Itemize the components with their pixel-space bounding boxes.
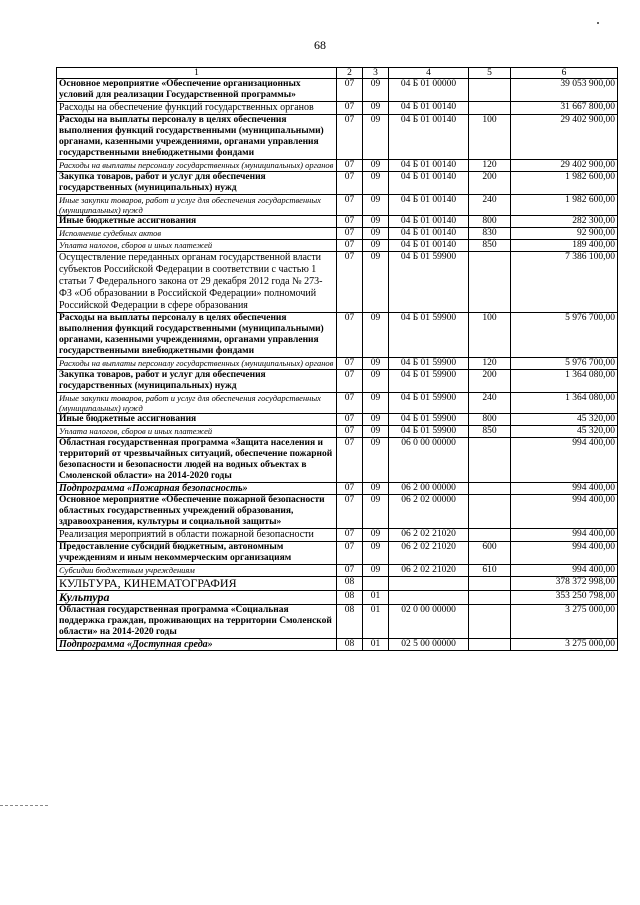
header-cell: 6: [511, 68, 618, 79]
row-target-code: 04 Б 01 59900: [389, 370, 469, 393]
row-section: 07: [337, 358, 363, 370]
row-subsection: [363, 577, 389, 591]
row-section: 07: [337, 393, 363, 414]
row-amount: 994 400,00: [511, 495, 618, 529]
row-description: Расходы на выплаты персоналу государственных (муниципальных) органов: [57, 160, 337, 172]
row-subsection: 09: [363, 495, 389, 529]
row-target-code: 06 2 02 21020: [389, 565, 469, 577]
row-amount: 189 400,00: [511, 240, 618, 252]
row-amount: 1 982 600,00: [511, 195, 618, 216]
row-subsection: 09: [363, 529, 389, 542]
table-row: [57, 483, 618, 495]
row-target-code: 04 Б 01 59900: [389, 358, 469, 370]
row-amount: 45 320,00: [511, 414, 618, 426]
table-row: [57, 160, 618, 172]
row-amount: 31 667 800,00: [511, 102, 618, 115]
table-row: [57, 529, 618, 542]
row-section: 07: [337, 216, 363, 228]
row-target-code: 04 Б 01 59900: [389, 414, 469, 426]
table-row: [57, 639, 618, 651]
table-row: [57, 438, 618, 483]
row-subsection: 09: [363, 358, 389, 370]
row-subsection: 09: [363, 370, 389, 393]
table-row: [57, 393, 618, 414]
row-expense-type: 120: [469, 160, 511, 172]
row-section: 07: [337, 313, 363, 358]
table-row: [57, 370, 618, 393]
table-row: [57, 172, 618, 195]
row-description: Подпрограмма «Пожарная безопасность»: [57, 483, 337, 495]
scan-mark-left: [0, 805, 48, 806]
row-description: Подпрограмма «Доступная среда»: [57, 639, 337, 651]
row-amount: 3 275 000,00: [511, 605, 618, 639]
row-target-code: 04 Б 01 00140: [389, 102, 469, 115]
row-subsection: 09: [363, 172, 389, 195]
row-expense-type: 850: [469, 426, 511, 438]
row-amount: 994 400,00: [511, 529, 618, 542]
row-subsection: 09: [363, 160, 389, 172]
table-row: [57, 414, 618, 426]
row-expense-type: [469, 79, 511, 102]
row-amount: 994 400,00: [511, 438, 618, 483]
table-row: [57, 605, 618, 639]
row-section: 08: [337, 605, 363, 639]
table-row: [57, 79, 618, 102]
budget-table: [56, 67, 618, 651]
header-cell: 5: [469, 68, 511, 79]
table-row: [57, 577, 618, 591]
row-section: 07: [337, 438, 363, 483]
row-target-code: 02 5 00 00000: [389, 639, 469, 651]
row-description: Основное мероприятие «Обеспечение организационных условий для реализации Государственной программы»: [57, 79, 337, 102]
row-expense-type: [469, 495, 511, 529]
row-expense-type: [469, 483, 511, 495]
row-expense-type: [469, 252, 511, 313]
header-cell: 1: [57, 68, 337, 79]
row-section: 07: [337, 252, 363, 313]
row-subsection: 09: [363, 216, 389, 228]
row-expense-type: [469, 102, 511, 115]
row-section: 07: [337, 483, 363, 495]
table-row: [57, 115, 618, 160]
table-row: [57, 542, 618, 565]
row-subsection: 09: [363, 414, 389, 426]
row-subsection: 09: [363, 393, 389, 414]
row-expense-type: 850: [469, 240, 511, 252]
table-row: [57, 591, 618, 605]
row-expense-type: 100: [469, 115, 511, 160]
row-description: Уплата налогов, сборов и иных платежей: [57, 426, 337, 438]
row-subsection: 09: [363, 313, 389, 358]
row-description: Исполнение судебных актов: [57, 228, 337, 240]
row-section: 07: [337, 529, 363, 542]
row-amount: 92 900,00: [511, 228, 618, 240]
row-target-code: 02 0 00 00000: [389, 605, 469, 639]
row-amount: 353 250 798,00: [511, 591, 618, 605]
table-row: [57, 195, 618, 216]
row-amount: 5 976 700,00: [511, 358, 618, 370]
row-expense-type: 200: [469, 172, 511, 195]
row-expense-type: 240: [469, 393, 511, 414]
row-amount: 1 364 080,00: [511, 393, 618, 414]
row-description: Иные закупки товаров, работ и услуг для обеспечения государственных (муниципальных) нужд: [57, 195, 337, 216]
row-section: 07: [337, 102, 363, 115]
row-description: Основное мероприятие «Обеспечение пожарной безопасности областных государственных учреждений образования, здравоохранения, культуры и социальной защиты»: [57, 495, 337, 529]
row-subsection: 09: [363, 426, 389, 438]
row-subsection: 09: [363, 438, 389, 483]
row-description: Осуществление переданных органам государственной власти субъектов Российской Федерации в соответствии с частью 1 статьи 7 Федерального закона от 29 декабря 2012 года № 273-ФЗ «Об образовании в Российской Федерации» полномочий Российской Федерации в сфере образования: [57, 252, 337, 313]
row-expense-type: [469, 605, 511, 639]
row-amount: 378 372 998,00: [511, 577, 618, 591]
row-description: Расходы на обеспечение функций государственных органов: [57, 102, 337, 115]
row-description: Реализация мероприятий в области пожарной безопасности: [57, 529, 337, 542]
row-subsection: 09: [363, 252, 389, 313]
row-target-code: [389, 577, 469, 591]
row-description: Субсидии бюджетным учреждениям: [57, 565, 337, 577]
row-section: 08: [337, 577, 363, 591]
row-subsection: 09: [363, 195, 389, 216]
row-target-code: 04 Б 01 00000: [389, 79, 469, 102]
row-target-code: 04 Б 01 59900: [389, 426, 469, 438]
row-expense-type: [469, 529, 511, 542]
row-subsection: 01: [363, 605, 389, 639]
row-target-code: 04 Б 01 59900: [389, 313, 469, 358]
row-description: Расходы на выплаты персоналу в целях обеспечения выполнения функций государственными (муниципальными) органами, казенными учреждениями, органами управления государственными внебюджетными фондами: [57, 313, 337, 358]
row-amount: 5 976 700,00: [511, 313, 618, 358]
row-target-code: 06 2 02 21020: [389, 542, 469, 565]
row-expense-type: 800: [469, 414, 511, 426]
row-subsection: 09: [363, 483, 389, 495]
row-expense-type: 240: [469, 195, 511, 216]
row-expense-type: [469, 591, 511, 605]
row-target-code: 04 Б 01 00140: [389, 172, 469, 195]
row-amount: 39 053 900,00: [511, 79, 618, 102]
row-amount: 282 300,00: [511, 216, 618, 228]
row-section: 07: [337, 565, 363, 577]
row-target-code: 04 Б 01 59900: [389, 252, 469, 313]
page-number: 68: [314, 38, 326, 52]
row-description: Предоставление субсидий бюджетным, автономным учреждениям и иным некоммерческим организациям: [57, 542, 337, 565]
table-row: [57, 313, 618, 358]
row-section: 07: [337, 240, 363, 252]
row-amount: 3 275 000,00: [511, 639, 618, 651]
row-target-code: 04 Б 01 00140: [389, 228, 469, 240]
row-section: 07: [337, 370, 363, 393]
row-amount: 29 402 900,00: [511, 115, 618, 160]
row-subsection: 09: [363, 102, 389, 115]
row-section: 07: [337, 542, 363, 565]
row-target-code: 04 Б 01 00140: [389, 195, 469, 216]
row-target-code: 06 2 00 00000: [389, 483, 469, 495]
row-description: Закупка товаров, работ и услуг для обеспечения государственных (муниципальных) нужд: [57, 370, 337, 393]
row-subsection: 09: [363, 115, 389, 160]
row-description: Уплата налогов, сборов и иных платежей: [57, 240, 337, 252]
row-description: Культура: [57, 591, 337, 605]
row-section: 07: [337, 414, 363, 426]
row-section: 07: [337, 426, 363, 438]
row-subsection: 09: [363, 228, 389, 240]
row-description: Иные бюджетные ассигнования: [57, 414, 337, 426]
row-section: 07: [337, 495, 363, 529]
row-expense-type: 600: [469, 542, 511, 565]
table-row: [57, 495, 618, 529]
row-description: Иные бюджетные ассигнования: [57, 216, 337, 228]
row-target-code: 04 Б 01 00140: [389, 240, 469, 252]
table-row: [57, 426, 618, 438]
table-row: [57, 358, 618, 370]
row-section: 08: [337, 591, 363, 605]
table-row: [57, 216, 618, 228]
row-amount: 994 400,00: [511, 542, 618, 565]
table-row: [57, 228, 618, 240]
row-expense-type: 120: [469, 358, 511, 370]
header-cell: 3: [363, 68, 389, 79]
row-expense-type: 200: [469, 370, 511, 393]
table-header-row: [57, 68, 618, 79]
scan-dot: [597, 22, 599, 24]
row-amount: 45 320,00: [511, 426, 618, 438]
row-expense-type: 100: [469, 313, 511, 358]
row-section: 07: [337, 195, 363, 216]
row-amount: 7 386 100,00: [511, 252, 618, 313]
table-row: [57, 102, 618, 115]
header-cell: 2: [337, 68, 363, 79]
row-subsection: 09: [363, 542, 389, 565]
row-expense-type: 830: [469, 228, 511, 240]
row-target-code: 04 Б 01 00140: [389, 216, 469, 228]
row-section: 07: [337, 172, 363, 195]
row-section: 08: [337, 639, 363, 651]
row-subsection: 09: [363, 565, 389, 577]
row-description: КУЛЬТУРА, КИНЕМАТОГРАФИЯ: [57, 577, 337, 591]
row-description: Расходы на выплаты персоналу государственных (муниципальных) органов: [57, 358, 337, 370]
row-target-code: [389, 591, 469, 605]
row-amount: 1 982 600,00: [511, 172, 618, 195]
row-expense-type: 610: [469, 565, 511, 577]
row-subsection: 09: [363, 240, 389, 252]
row-target-code: 04 Б 01 59900: [389, 393, 469, 414]
row-section: 07: [337, 115, 363, 160]
row-amount: 29 402 900,00: [511, 160, 618, 172]
row-amount: 994 400,00: [511, 483, 618, 495]
row-subsection: 09: [363, 79, 389, 102]
row-expense-type: [469, 577, 511, 591]
table-row: [57, 240, 618, 252]
row-subsection: 01: [363, 591, 389, 605]
row-expense-type: 800: [469, 216, 511, 228]
row-amount: 994 400,00: [511, 565, 618, 577]
table-row: [57, 565, 618, 577]
row-description: Иные закупки товаров, работ и услуг для обеспечения государственных (муниципальных) нужд: [57, 393, 337, 414]
row-description: Закупка товаров, работ и услуг для обеспечения государственных (муниципальных) нужд: [57, 172, 337, 195]
row-description: Областная государственная программа «Социальная поддержка граждан, проживающих на территории Смоленской области» на 2014-2020 годы: [57, 605, 337, 639]
row-amount: 1 364 080,00: [511, 370, 618, 393]
row-section: 07: [337, 228, 363, 240]
row-target-code: 06 0 00 00000: [389, 438, 469, 483]
header-cell: 4: [389, 68, 469, 79]
row-description: Расходы на выплаты персоналу в целях обеспечения выполнения функций государственными (муниципальными) органами, казенными учреждениями, органами управления государственными внебюджетными фондами: [57, 115, 337, 160]
row-section: 07: [337, 160, 363, 172]
row-target-code: 06 2 02 21020: [389, 529, 469, 542]
row-expense-type: [469, 438, 511, 483]
row-description: Областная государственная программа «Защита населения и территорий от чрезвычайных ситуаций, обеспечение пожарной безопасности и безопасности людей на водных объектах в Смоленской области» на 2014-2020 годы: [57, 438, 337, 483]
row-section: 07: [337, 79, 363, 102]
row-subsection: 01: [363, 639, 389, 651]
row-expense-type: [469, 639, 511, 651]
row-target-code: 04 Б 01 00140: [389, 160, 469, 172]
row-target-code: 04 Б 01 00140: [389, 115, 469, 160]
table-row: [57, 252, 618, 313]
row-target-code: 06 2 02 00000: [389, 495, 469, 529]
